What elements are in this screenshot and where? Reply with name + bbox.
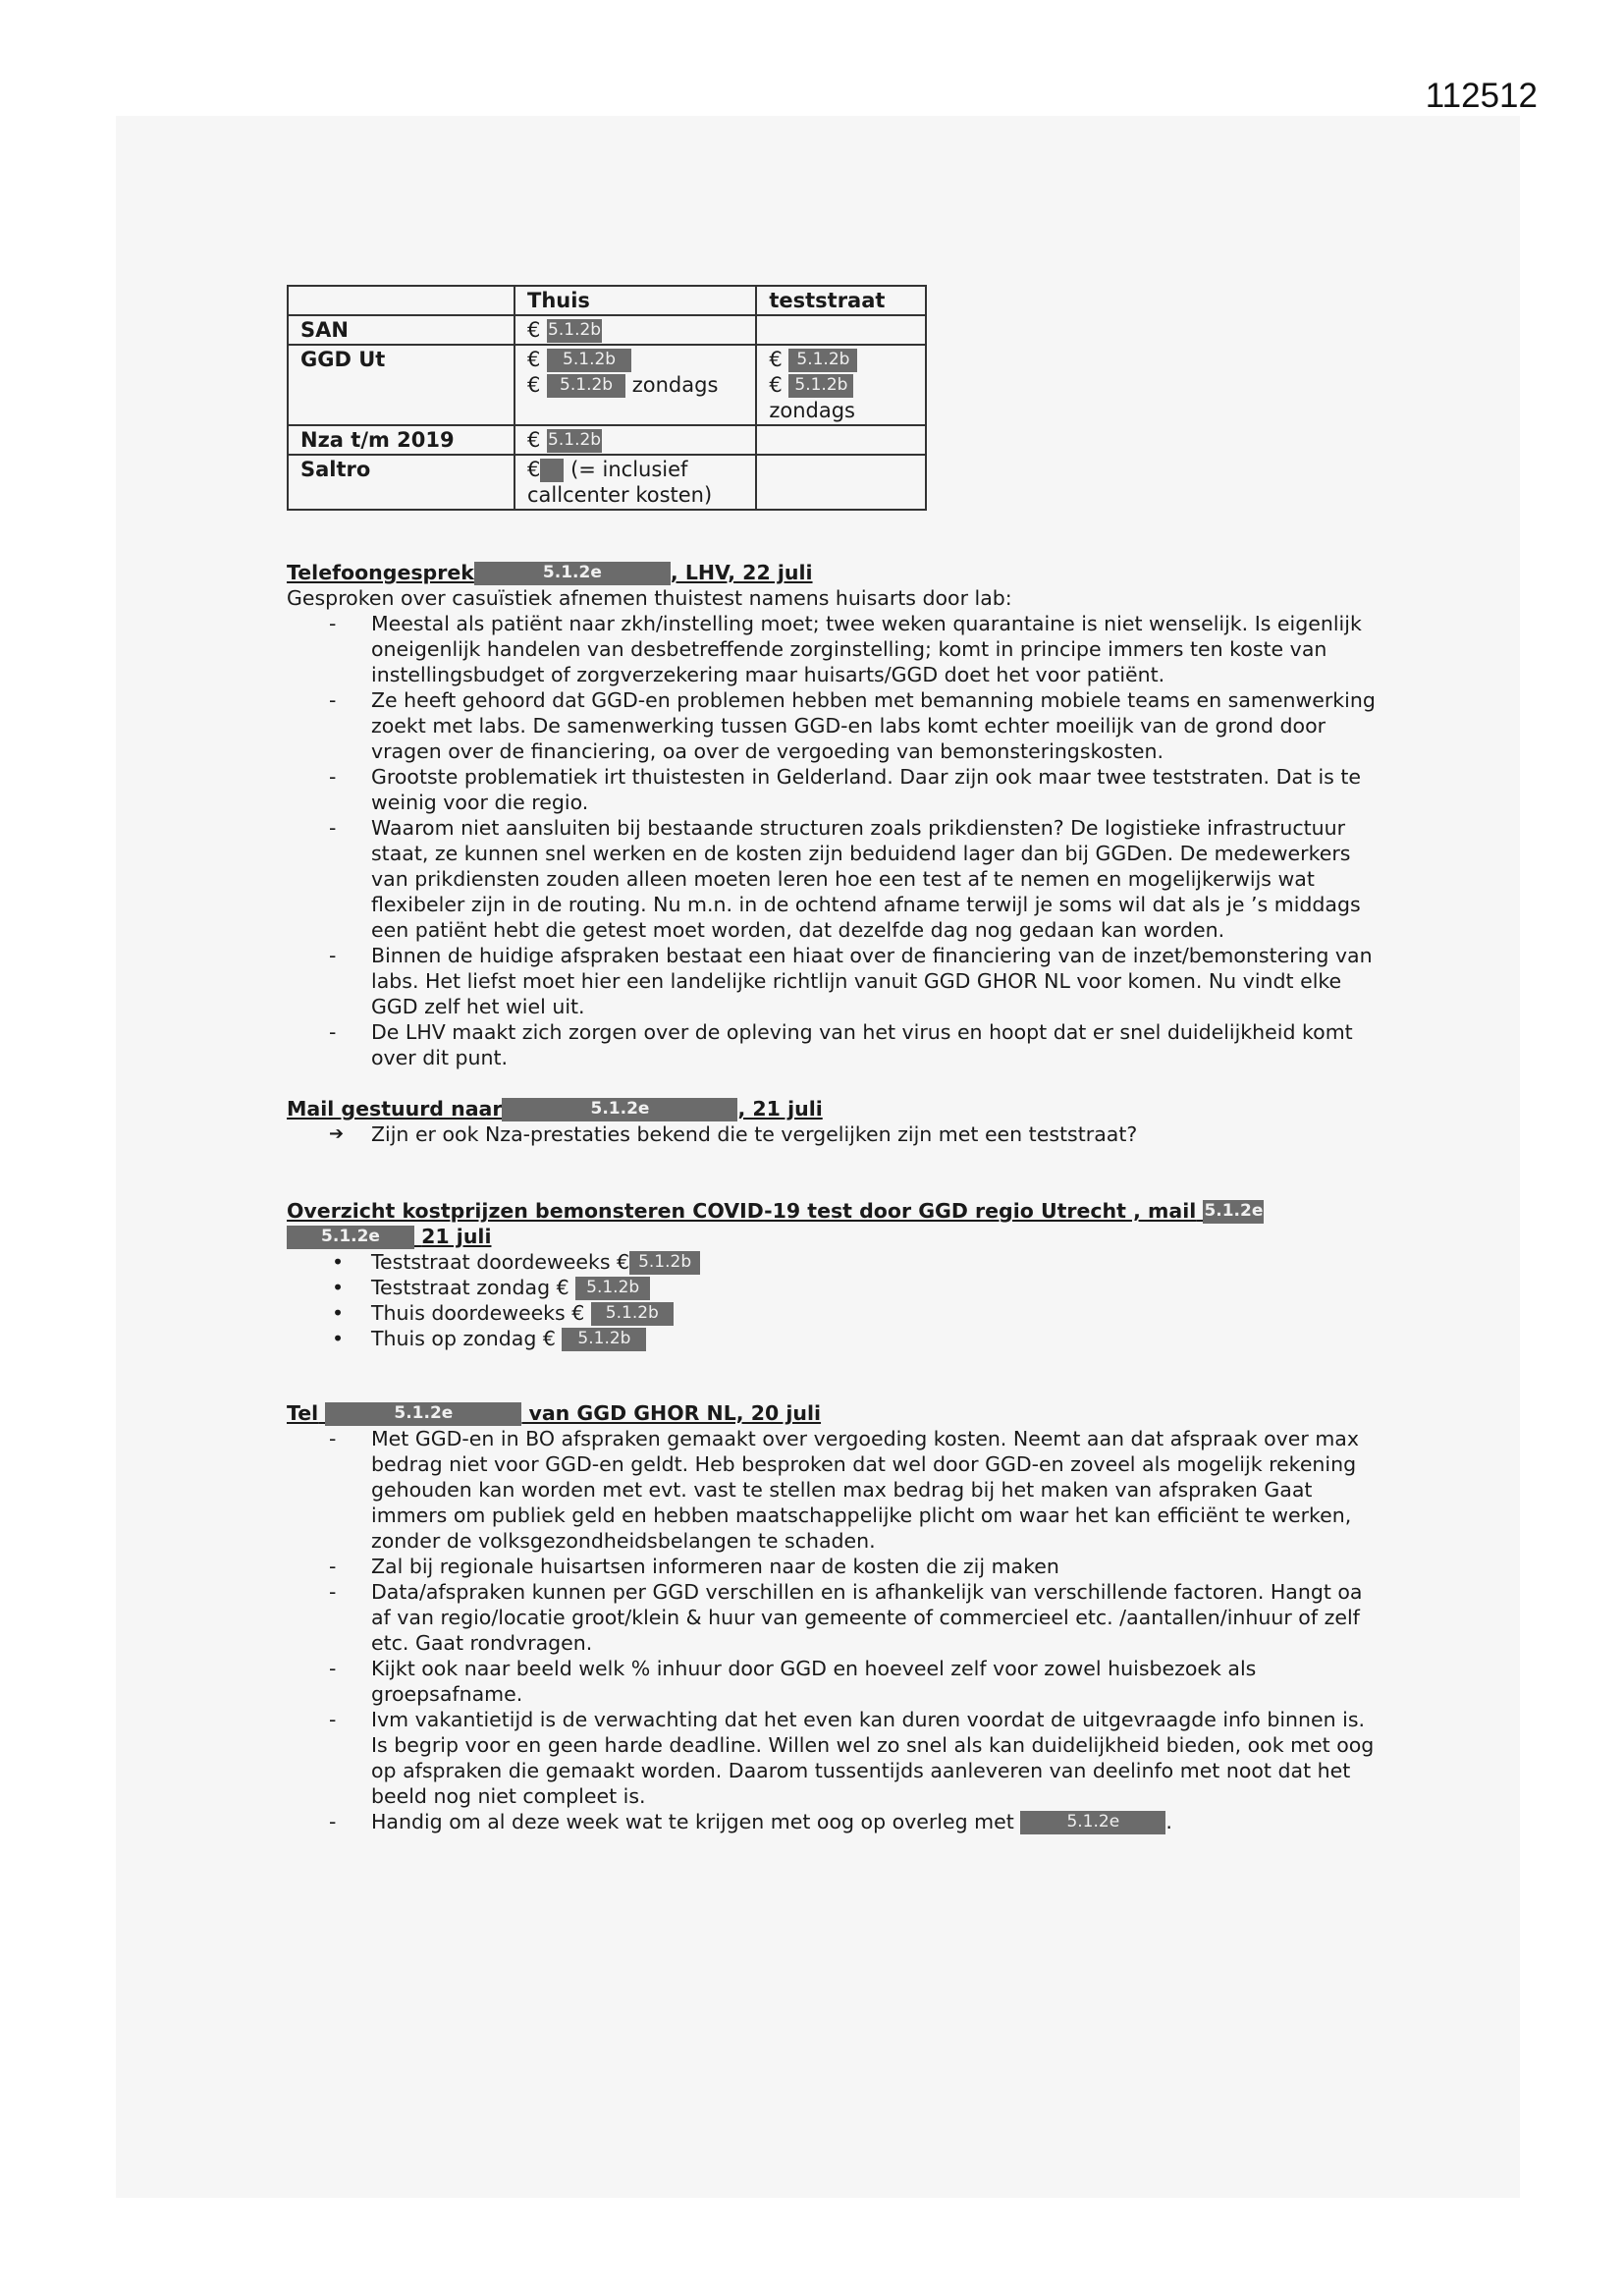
list-item: - Binnen de huidige afspraken bestaat een hiaat over de financiering van de inzet/bemonstering van labs. Het liefst moet hier een landelijke richtlijn vanuit GGD GHOR NL voor komen. Nu vindt elke GGD zelf het wiel uit. — [371, 943, 1386, 1019]
table-row — [288, 345, 926, 425]
redaction-box: 5.1.2b — [547, 349, 631, 372]
euro-sign: € — [527, 373, 541, 397]
item-text: Teststraat zondag € — [371, 1276, 569, 1299]
euro-sign: € — [527, 428, 541, 452]
list-item: - Grootste problematiek irt thuistesten in Gelderland. Daar zijn ook maar twee teststraten. Dat is te weinig voor die regio. — [371, 764, 1386, 815]
list-item: - Zal bij regionale huisartsen informeren naar de kosten die zij maken — [371, 1554, 1386, 1579]
item-text: Thuis doordeweeks € — [371, 1301, 585, 1325]
redaction-box — [540, 459, 564, 482]
section-telefoongesprek — [287, 560, 1386, 1070]
cell-teststraat — [756, 315, 926, 345]
redaction-box: 5.1.2b — [575, 1277, 650, 1300]
table-row — [288, 455, 926, 510]
redaction-box: 5.1.2e — [287, 1226, 414, 1249]
redaction-box: 5.1.2b — [547, 319, 602, 343]
cell-teststraat — [756, 345, 926, 425]
col-header-teststraat: teststraat — [756, 286, 926, 315]
page-number: 112512 — [1425, 77, 1538, 115]
euro-sign: € — [769, 373, 783, 397]
list-item: - Meestal als patiënt naar zkh/instelling moet; twee weken quarantaine is niet wenselijk. Is eigenlijk oneigenlijk handelen van desbetreffende zorginstelling; komt in principe immers ten koste van instellingsbudget of zorgverzekering maar huisarts/GGD doet het voor patiënt. — [371, 611, 1386, 687]
section-overzicht — [287, 1198, 1386, 1351]
bullet-list — [287, 1249, 1386, 1351]
cell-teststraat — [756, 455, 926, 510]
list-item: - De LHV maakt zich zorgen over de opleving van het virus en hoopt dat er snel duidelijkheid komt over dit punt. — [371, 1019, 1386, 1070]
cell-thuis — [514, 455, 756, 510]
row-label: Nza t/m 2019 — [288, 425, 514, 455]
cell-suffix: zondags — [631, 373, 719, 397]
section-intro: Gesproken over casuïstiek afnemen thuistest namens huisarts door lab: — [287, 586, 1012, 610]
table-corner-cell — [288, 286, 514, 315]
item-text: Thuis op zondag € — [371, 1327, 556, 1350]
col-header-thuis: Thuis — [514, 286, 756, 315]
cell-teststraat — [756, 425, 926, 455]
table-row — [288, 425, 926, 455]
redaction-box: 5.1.2b — [788, 374, 853, 398]
cell-thuis — [514, 425, 756, 455]
euro-sign: € — [527, 458, 541, 481]
section-heading-date — [287, 1224, 1386, 1249]
dash-list — [287, 1426, 1386, 1834]
table-header-row — [288, 286, 926, 315]
section-heading — [287, 560, 1386, 585]
redaction-box: 5.1.2e — [325, 1402, 521, 1426]
arrow-list — [287, 1121, 1386, 1147]
cell-thuis — [514, 345, 756, 425]
list-item: - Met GGD-en in BO afspraken gemaakt over vergoeding kosten. Neemt aan dat afspraak over max bedrag niet voor GGD-en geldt. Heb besproken dat wel door GGD-en zoveel als mogelijk rekening gehouden kan worden met evt. vast te stellen max bedrag bij het maken van afspraken Gaat immers om publiek geld en hebben maatschappelijke plicht om waar het kan efficiënt te werken, zonder de volksgezondheidsbelangen te schaden. — [371, 1426, 1386, 1554]
heading-text: 21 juli — [421, 1225, 492, 1248]
heading-text: van GGD GHOR NL, 20 juli — [528, 1401, 822, 1425]
redaction-box: 5.1.2e — [1203, 1200, 1264, 1224]
section-tel-ggd — [287, 1400, 1386, 1834]
heading-text: Tel — [287, 1401, 319, 1425]
redaction-box: 5.1.2e — [1020, 1811, 1165, 1834]
cell-suffix: zondags — [769, 399, 855, 422]
heading-text: Telefoongesprek — [287, 561, 474, 584]
section-heading — [287, 1198, 1386, 1224]
redaction-box: 5.1.2b — [547, 374, 625, 398]
heading-text: Overzicht kostprijzen bemonsteren COVID-19 test door GGD regio Utrecht , mail — [287, 1199, 1197, 1223]
redaction-box: 5.1.2e — [474, 562, 671, 585]
redaction-box: 5.1.2b — [562, 1328, 646, 1351]
redaction-box: 5.1.2e — [502, 1098, 737, 1121]
list-item — [371, 1809, 1386, 1834]
list-item — [371, 1249, 1386, 1275]
section-heading — [287, 1096, 1386, 1121]
redaction-box: 5.1.2b — [788, 349, 857, 372]
heading-text: , 21 juli — [737, 1097, 823, 1121]
cell-thuis — [514, 315, 756, 345]
section-heading — [287, 1400, 1386, 1426]
row-label: SAN — [288, 315, 514, 345]
item-text: Handig om al deze week wat te krijgen met oog op overleg met — [371, 1810, 1014, 1833]
cost-table — [287, 285, 927, 511]
redaction-box: 5.1.2b — [629, 1251, 700, 1275]
item-text: . — [1165, 1810, 1172, 1833]
document-body — [287, 285, 1386, 1834]
euro-sign: € — [769, 348, 783, 371]
redaction-box: 5.1.2b — [547, 429, 602, 453]
table-row — [288, 315, 926, 345]
euro-sign: € — [527, 318, 541, 342]
list-item — [371, 1300, 1386, 1326]
heading-text: Mail gestuurd naar — [287, 1097, 503, 1121]
redaction-box: 5.1.2b — [591, 1302, 674, 1326]
row-label: Saltro — [288, 455, 514, 510]
euro-sign: € — [527, 348, 541, 371]
list-item — [371, 1275, 1386, 1300]
section-mail — [287, 1096, 1386, 1147]
list-item: - Kijkt ook naar beeld welk % inhuur door GGD en hoeveel zelf voor zowel huisbezoek als groepsafname. — [371, 1656, 1386, 1707]
cell-note: (= inclusief callcenter kosten) — [527, 458, 713, 507]
list-item — [371, 1326, 1386, 1351]
list-item: - Ze heeft gehoord dat GGD-en problemen hebben met bemanning mobiele teams en samenwerking zoekt met labs. De samenwerking tussen GGD-en labs komt echter moeilijk van de grond door vragen over de financiering, oa over de vergoeding van bemonsteringskosten. — [371, 687, 1386, 764]
row-label: GGD Ut — [288, 345, 514, 425]
heading-text: , LHV, 22 juli — [670, 561, 813, 584]
list-item: - Data/afspraken kunnen per GGD verschillen en is afhankelijk van verschillende factoren. Hangt oa af van regio/locatie groot/klein & huur van gemeente of commercieel etc. /aantallen/inhuur of zelf etc. Gaat rondvragen. — [371, 1579, 1386, 1656]
list-item: - Ivm vakantietijd is de verwachting dat het even kan duren voordat de uitgevraagde info binnen is. Is begrip voor en geen harde deadline. Willen wel zo snel als kan duidelijkheid bieden, ook met oog op afspraken die gemaakt worden. Daarom tussentijds aanleveren van deelinfo met noot dat het beeld nog niet compleet is. — [371, 1707, 1386, 1809]
dash-list — [287, 611, 1386, 1070]
item-text: Teststraat doordeweeks € — [371, 1250, 630, 1274]
list-item: - Waarom niet aansluiten bij bestaande structuren zoals prikdiensten? De logistieke infrastructuur staat, ze kunnen snel werken en de kosten zijn beduidend lager dan bij GGDen. De medewerkers van prikdiensten zouden alleen moeten leren hoe een test af te nemen en mogelijkerwijs wat flexibeler zijn in de routing. Nu m.n. in de ochtend afname terwijl je soms wil dat als je ’s middags een patiënt hebt die getest moet worden, dat dezelfde dag nog gedaan kan worden. — [371, 815, 1386, 943]
list-item: ➔ Zijn er ook Nza-prestaties bekend die te vergelijken zijn met een teststraat? — [371, 1121, 1386, 1147]
